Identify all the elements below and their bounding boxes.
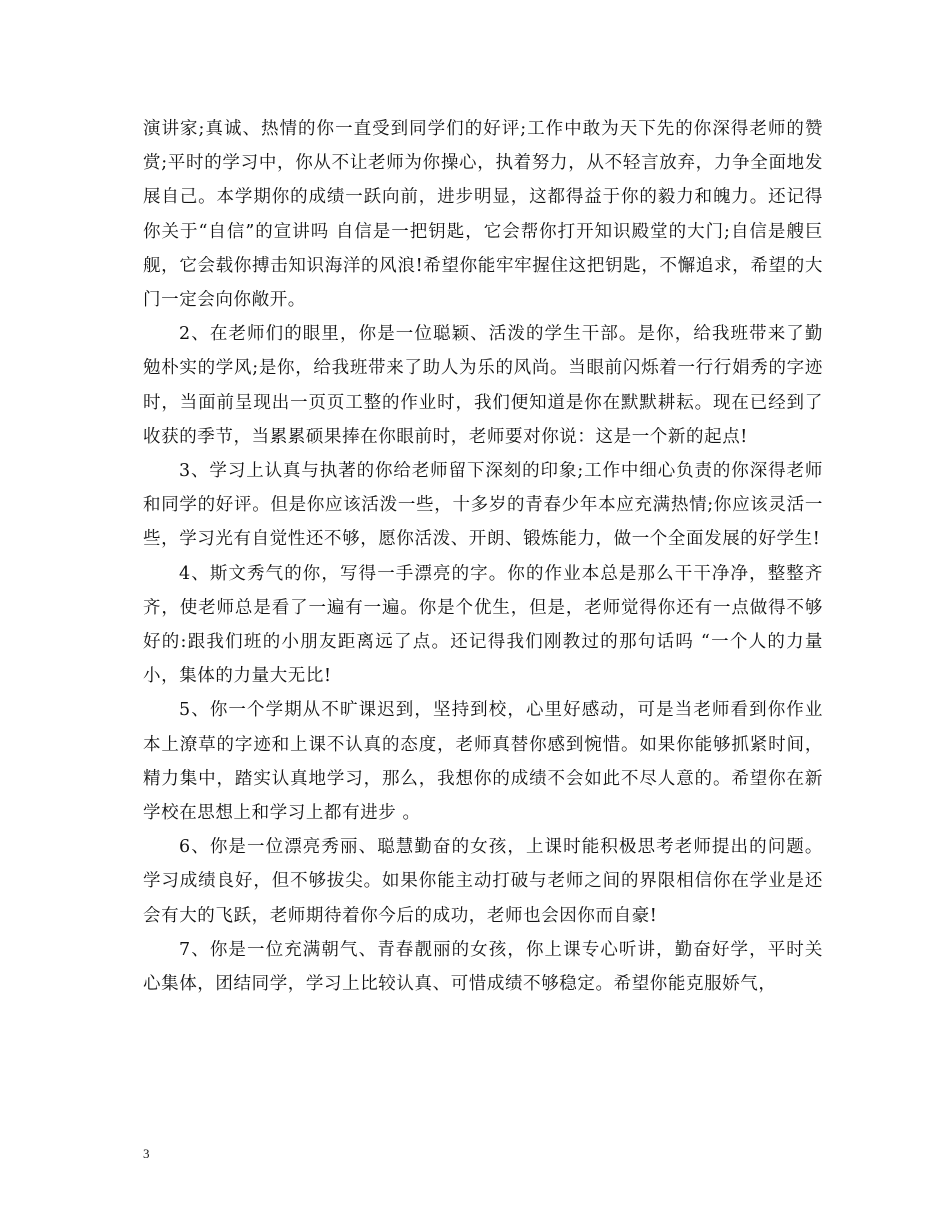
- paragraph-continuation: 演讲家;真诚、热情的你一直受到同学们的好评;工作中敢为天下先的你深得老师的赞赏;平时的学习中，你从不让老师为你操心，执着努力，从不轻言放弃，力争全面地发展自己。本学期你的成绩一跃向前，进步明显，这都得益于你的毅力和魄力。还记得你关于“自信”的宣讲吗 自信是一把钥匙，它会帮你打开知识殿堂的大门;自信是艘巨舰，它会载你搏击知识海洋的风浪!希望你能牢牢握住这把钥匙，不懈追求，希望的大门一定会向你敞开。: [143, 119, 823, 311]
- page-number: 3: [143, 1146, 150, 1161]
- document-body: [143, 112, 823, 1001]
- paragraph-comment-2: 2、在老师们的眼里，你是一位聪颖、活泼的学生干部。是你，给我班带来了勤勉朴实的学风;是你，给我班带来了助人为乐的风尚。当眼前闪烁着一行行娟秀的字迹时，当面前呈现出一页页工整的作业时，我们便知道是你在默默耕耘。现在已经到了收获的季节，当累累硕果捧在你眼前时，老师要对你说：这是一个新的起点!: [143, 324, 823, 447]
- paragraph-comment-4: 4、斯文秀气的你，写得一手漂亮的字。你的作业本总是那么干干净净，整整齐齐，使老师总是看了一遍有一遍。你是个优生，但是，老师觉得你还有一点做得不够好的:跟我们班的小朋友距离远了点。还记得我们刚教过的那句话吗 “一个人的力量小，集体的力量大无比!: [143, 563, 823, 687]
- paragraph-comment-3: 3、学习上认真与执著的你给老师留下深刻的印象;工作中细心负责的你深得老师和同学的好评。但是你应该活泼一些，十多岁的青春少年本应充满热情;你应该灵活一些，学习光有自觉性还不够，愿你活泼、开朗、锻炼能力，做一个全面发展的好学生!: [143, 461, 823, 550]
- paragraph-comment-5: 5、你一个学期从不旷课迟到，坚持到校，心里好感动，可是当老师看到你作业本上潦草的字迹和上课不认真的态度，老师真替你感到惋惜。如果你能够抓紧时间，精力集中，踏实认真地学习，那么，我想你的成绩不会如此不尽人意的。希望你在新学校在思想上和学习上都有进步 。: [143, 700, 823, 824]
- paragraph-comment-7: 7、你是一位充满朝气、青春靓丽的女孩，你上课专心听讲，勤奋好学，平时关心集体，团结同学，学习上比较认真、可惜成绩不够稳定。希望你能克服娇气，: [143, 939, 823, 995]
- paragraph-comment-6: 6、你是一位漂亮秀丽、聪慧勤奋的女孩，上课时能积极思考老师提出的问题。学习成绩良好，但不够拔尖。如果你能主动打破与老师之间的界限相信你在学业是还会有大的飞跃，老师期待着你今后的成功，老师也会因你而自豪!: [143, 837, 823, 926]
